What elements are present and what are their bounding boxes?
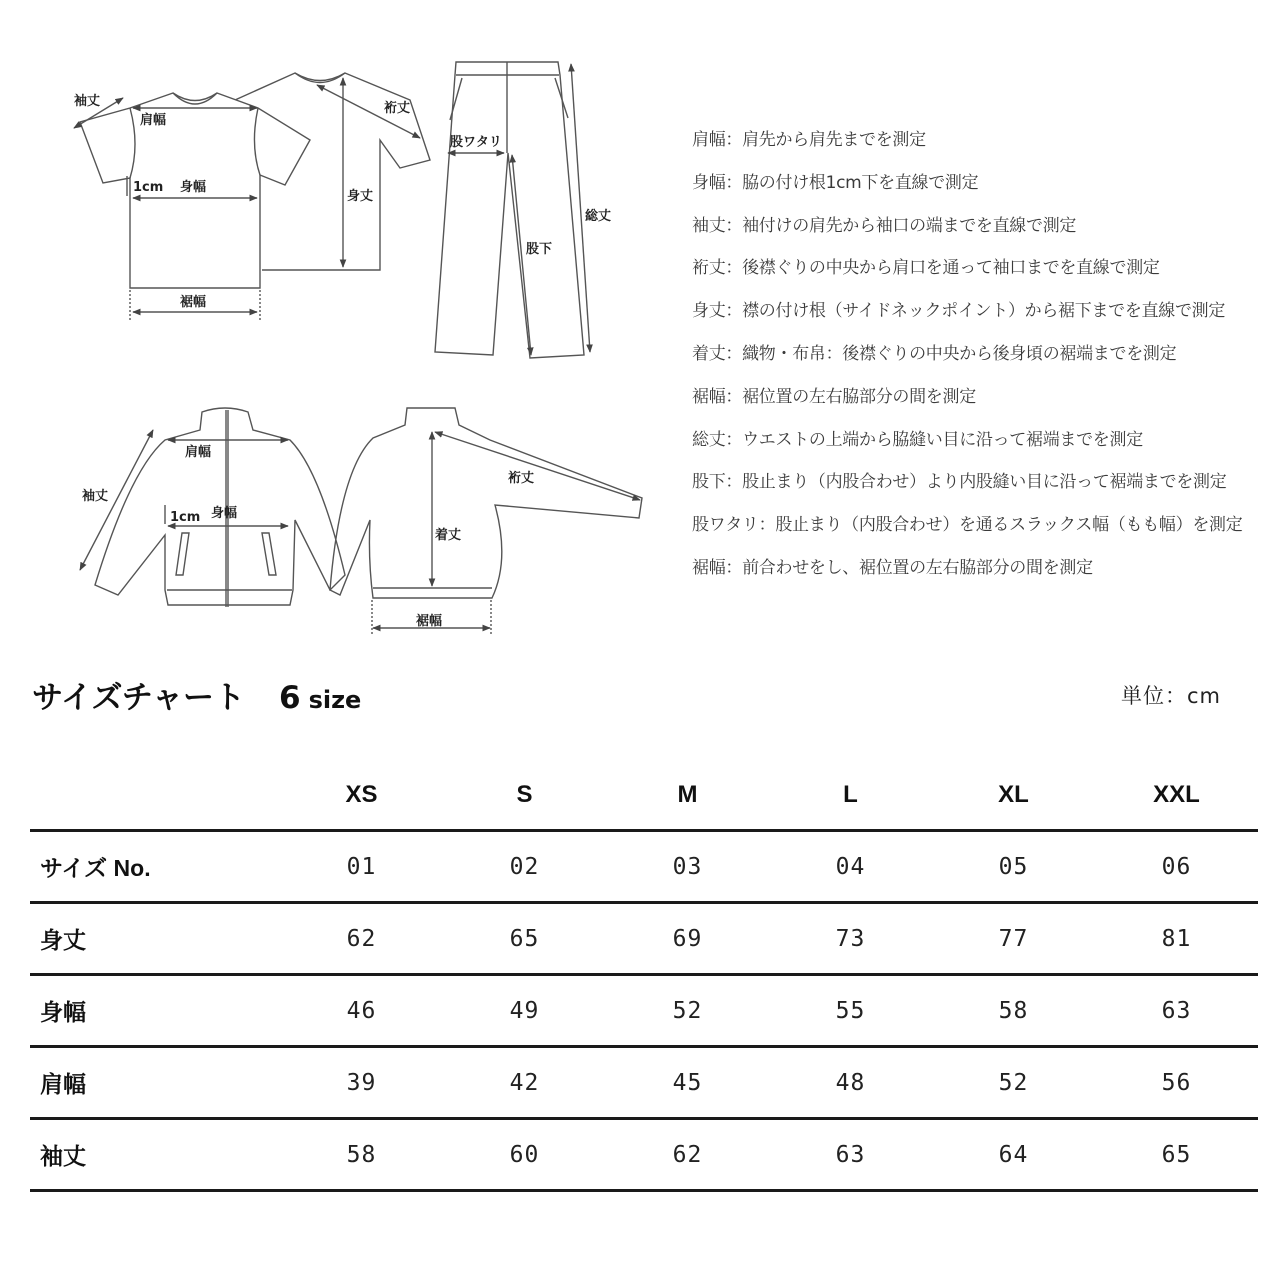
row-label: 身幅 [30, 975, 280, 1047]
table-row [30, 1119, 1258, 1191]
svg-text:袖丈: 袖丈 [82, 489, 109, 504]
table-cell: 77 [932, 903, 1095, 975]
tshirt-front-drawing [74, 93, 310, 320]
table-cell: 46 [280, 975, 443, 1047]
jacket-back-drawing [330, 408, 642, 635]
size-count: 6 [278, 680, 301, 716]
table-cell: 49 [443, 975, 606, 1047]
svg-text:着丈: 着丈 [435, 528, 462, 543]
row-label: 肩幅 [30, 1047, 280, 1119]
column-header: XL [932, 760, 1095, 831]
table-cell: 52 [606, 975, 769, 1047]
column-header: XXL [1095, 760, 1258, 831]
table-cell: 01 [280, 831, 443, 903]
svg-text:裾幅: 裾幅 [416, 614, 443, 629]
size-table [30, 760, 1258, 1192]
size-count-unit: size [308, 686, 362, 714]
column-header: M [606, 760, 769, 831]
table-cell: 56 [1095, 1047, 1258, 1119]
table-cell: 81 [1095, 903, 1258, 975]
pants-drawing [435, 62, 590, 358]
note-garment-length: 着丈：織物・布帛：後襟ぐりの中央から後身頃の裾端までを測定 [692, 343, 1177, 364]
note-body-width: 身幅：脇の付け根1cm下を直線で測定 [692, 172, 979, 193]
row-label: 袖丈 [30, 1119, 280, 1191]
note-jacket-hem-width: 裾幅：前合わせをし、裾位置の左右脇部分の間を測定 [692, 557, 1093, 578]
note-body-length: 身丈：襟の付け根（サイドネックポイント）から裾下までを直線で測定 [692, 301, 1226, 322]
note-shoulder-width: 肩幅：肩先から肩先までを測定 [692, 130, 926, 150]
table-row [30, 903, 1258, 975]
note-total-length: 総丈：ウエストの上端から脇縫い目に沿って裾端までを測定 [692, 429, 1143, 450]
svg-text:裾幅: 裾幅 [180, 295, 207, 310]
unit-label: 単位：cm [1121, 684, 1222, 708]
table-cell: 64 [932, 1119, 1095, 1191]
table-cell: 63 [1095, 975, 1258, 1047]
size-chart-title [32, 672, 361, 717]
svg-text:股下: 股下 [526, 242, 553, 257]
svg-text:身幅: 身幅 [180, 180, 207, 195]
table-cell: 65 [443, 903, 606, 975]
column-header: XS [280, 760, 443, 831]
svg-text:身幅: 身幅 [211, 506, 238, 521]
table-cell: 39 [280, 1047, 443, 1119]
svg-text:1cm: 1cm [133, 180, 164, 195]
table-header-row [30, 760, 1258, 831]
svg-text:1cm: 1cm [170, 510, 201, 525]
table-cell: 62 [606, 1119, 769, 1191]
table-cell: 02 [443, 831, 606, 903]
table-cell: 69 [606, 903, 769, 975]
table-cell: 03 [606, 831, 769, 903]
note-thigh-width: 股ワタリ：股止まり（内股合わせ）を通るスラックス幅（もも幅）を測定 [692, 515, 1243, 536]
svg-text:裄丈: 裄丈 [508, 471, 535, 486]
note-inseam: 股下：股止まり（内股合わせ）より内股縫い目に沿って裾端までを測定 [692, 472, 1227, 493]
table-cell: 45 [606, 1047, 769, 1119]
table-row [30, 975, 1258, 1047]
table-cell: 60 [443, 1119, 606, 1191]
table-cell: 05 [932, 831, 1095, 903]
column-header: S [443, 760, 606, 831]
table-cell: 55 [769, 975, 932, 1047]
column-header: L [769, 760, 932, 831]
garment-diagrams [0, 0, 680, 650]
svg-text:裄丈: 裄丈 [384, 101, 411, 116]
measurement-notes [692, 126, 1272, 597]
row-label: サイズ No. [30, 831, 280, 903]
svg-text:股ワタリ: 股ワタリ [450, 135, 502, 150]
table-cell: 42 [443, 1047, 606, 1119]
table-row [30, 1047, 1258, 1119]
table-cell: 62 [280, 903, 443, 975]
table-cell: 63 [769, 1119, 932, 1191]
table-row [30, 831, 1258, 903]
table-cell: 04 [769, 831, 932, 903]
svg-text:肩幅: 肩幅 [185, 445, 212, 460]
header-empty [30, 760, 280, 831]
row-label: 身丈 [30, 903, 280, 975]
table-cell: 58 [932, 975, 1095, 1047]
svg-text:身丈: 身丈 [347, 189, 374, 204]
table-cell: 52 [932, 1047, 1095, 1119]
svg-text:肩幅: 肩幅 [140, 113, 167, 128]
svg-text:総丈: 総丈 [585, 209, 612, 224]
table-cell: 58 [280, 1119, 443, 1191]
table-cell: 65 [1095, 1119, 1258, 1191]
table-cell: 06 [1095, 831, 1258, 903]
note-sleeve-length: 袖丈：袖付けの肩先から袖口の端までを直線で測定 [692, 215, 1077, 236]
note-yuki-length: 裄丈：後襟ぐりの中央から肩口を通って袖口までを直線で測定 [692, 258, 1160, 279]
note-hem-width: 裾幅：裾位置の左右脇部分の間を測定 [692, 386, 976, 407]
label-sleeve-length: 袖丈 [74, 94, 101, 109]
table-cell: 48 [769, 1047, 932, 1119]
title-text: サイズチャート [32, 680, 245, 716]
table-cell: 73 [769, 903, 932, 975]
